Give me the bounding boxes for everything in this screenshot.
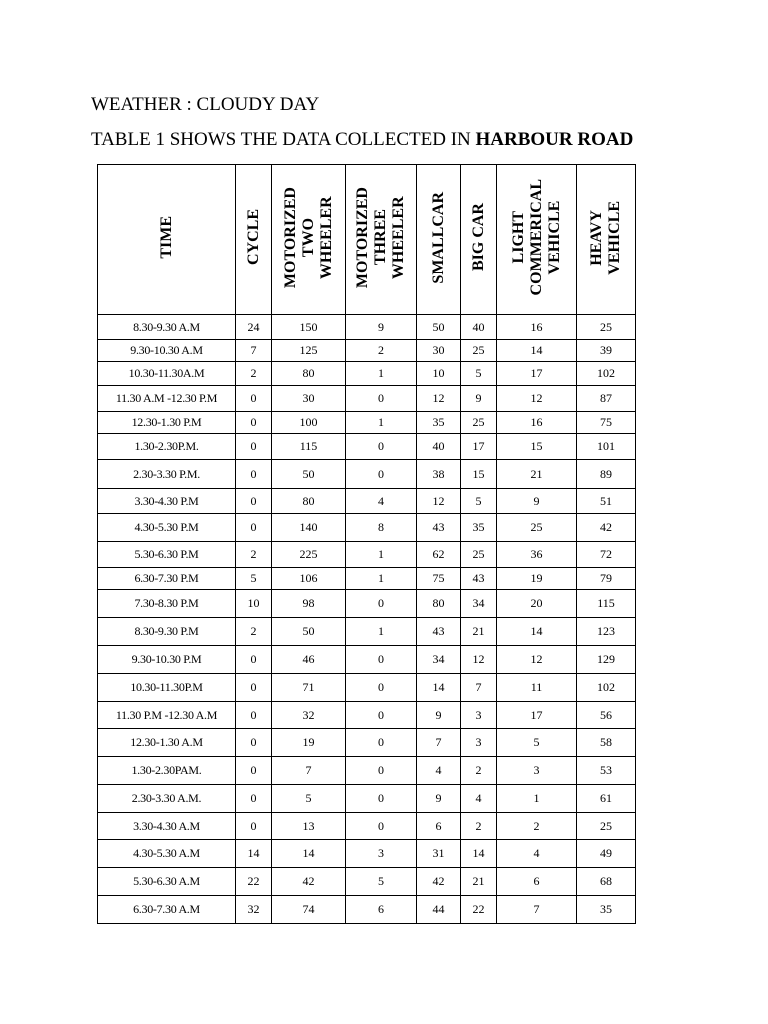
count-cell: 98	[272, 590, 346, 618]
count-cell: 115	[577, 590, 636, 618]
time-cell: 5.30-6.30 P.M	[98, 542, 236, 568]
column-header-line: CYCLE	[244, 209, 262, 266]
count-cell: 25	[577, 315, 636, 340]
column-header-line: VEHICLE	[606, 200, 623, 275]
count-cell: 0	[236, 460, 272, 489]
count-cell: 7	[236, 340, 272, 362]
table-row	[98, 868, 636, 896]
count-cell: 13	[272, 813, 346, 840]
count-cell: 71	[272, 674, 346, 702]
count-cell: 50	[272, 460, 346, 489]
count-cell: 32	[272, 702, 346, 729]
count-cell: 80	[272, 489, 346, 514]
column-header-label	[245, 209, 263, 265]
time-cell: 6.30-7.30 A.M	[98, 896, 236, 924]
count-cell: 2	[236, 618, 272, 646]
count-cell: 5	[346, 868, 417, 896]
count-cell: 106	[272, 568, 346, 590]
count-cell: 12	[417, 386, 461, 412]
count-cell: 0	[236, 813, 272, 840]
column-header	[497, 165, 577, 315]
count-cell: 24	[236, 315, 272, 340]
count-cell: 6	[417, 813, 461, 840]
count-cell: 42	[417, 868, 461, 896]
count-cell: 0	[236, 785, 272, 813]
time-cell: 8.30-9.30 P.M	[98, 618, 236, 646]
count-cell: 102	[577, 674, 636, 702]
count-cell: 19	[497, 568, 577, 590]
time-cell: 4.30-5.30 A.M	[98, 840, 236, 868]
time-cell: 3.30-4.30 P.M	[98, 489, 236, 514]
count-cell: 35	[417, 412, 461, 434]
count-cell: 1	[346, 618, 417, 646]
column-header-line: WHEELER	[317, 196, 335, 279]
count-cell: 3	[461, 702, 497, 729]
count-cell: 12	[461, 646, 497, 674]
count-cell: 74	[272, 896, 346, 924]
count-cell: 22	[236, 868, 272, 896]
count-cell: 75	[417, 568, 461, 590]
table-body	[98, 315, 636, 924]
table-row	[98, 813, 636, 840]
count-cell: 225	[272, 542, 346, 568]
count-cell: 14	[272, 840, 346, 868]
count-cell: 21	[461, 618, 497, 646]
count-cell: 22	[461, 896, 497, 924]
count-cell: 15	[461, 460, 497, 489]
column-header-label	[430, 192, 448, 284]
count-cell: 0	[346, 434, 417, 460]
time-cell: 5.30-6.30 A.M	[98, 868, 236, 896]
table-row	[98, 896, 636, 924]
column-header-line: THREE	[372, 209, 389, 266]
count-cell: 0	[346, 646, 417, 674]
count-cell: 0	[236, 434, 272, 460]
count-cell: 43	[461, 568, 497, 590]
count-cell: 46	[272, 646, 346, 674]
count-cell: 5	[461, 362, 497, 386]
count-cell: 0	[346, 729, 417, 757]
column-header-line: HEAVY	[588, 209, 605, 266]
count-cell: 0	[346, 785, 417, 813]
count-cell: 42	[577, 514, 636, 542]
count-cell: 4	[461, 785, 497, 813]
count-cell: 25	[461, 412, 497, 434]
count-cell: 36	[497, 542, 577, 568]
count-cell: 21	[497, 460, 577, 489]
table-row	[98, 460, 636, 489]
column-header-line: MOTORIZED	[281, 186, 299, 289]
table-caption	[91, 129, 633, 151]
count-cell: 2	[461, 813, 497, 840]
count-cell: 129	[577, 646, 636, 674]
count-cell: 44	[417, 896, 461, 924]
column-header	[236, 165, 272, 315]
count-cell: 6	[346, 896, 417, 924]
table-row	[98, 840, 636, 868]
count-cell: 0	[236, 757, 272, 785]
count-cell: 4	[346, 489, 417, 514]
count-cell: 89	[577, 460, 636, 489]
count-cell: 0	[346, 757, 417, 785]
count-cell: 7	[461, 674, 497, 702]
count-cell: 9	[461, 386, 497, 412]
time-cell: 12.30-1.30 P.M	[98, 412, 236, 434]
table-row	[98, 674, 636, 702]
count-cell: 100	[272, 412, 346, 434]
table-row	[98, 785, 636, 813]
table-row	[98, 729, 636, 757]
count-cell: 53	[577, 757, 636, 785]
time-cell: 2.30-3.30 A.M.	[98, 785, 236, 813]
count-cell: 56	[577, 702, 636, 729]
count-cell: 12	[497, 646, 577, 674]
count-cell: 14	[497, 618, 577, 646]
table-row	[98, 590, 636, 618]
table-row	[98, 618, 636, 646]
column-header-label	[470, 203, 488, 271]
column-header	[461, 165, 497, 315]
table-row	[98, 434, 636, 460]
count-cell: 102	[577, 362, 636, 386]
count-cell: 7	[272, 757, 346, 785]
header-row	[98, 165, 636, 315]
count-cell: 9	[417, 785, 461, 813]
count-cell: 30	[417, 340, 461, 362]
count-cell: 38	[417, 460, 461, 489]
count-cell: 1	[346, 568, 417, 590]
column-header-label	[158, 216, 176, 259]
count-cell: 79	[577, 568, 636, 590]
count-cell: 2	[461, 757, 497, 785]
count-cell: 40	[417, 434, 461, 460]
count-cell: 2	[236, 362, 272, 386]
count-cell: 7	[417, 729, 461, 757]
count-cell: 150	[272, 315, 346, 340]
count-cell: 25	[497, 514, 577, 542]
count-cell: 5	[272, 785, 346, 813]
count-cell: 2	[346, 340, 417, 362]
count-cell: 35	[461, 514, 497, 542]
count-cell: 6	[497, 868, 577, 896]
count-cell: 9	[417, 702, 461, 729]
count-cell: 0	[346, 702, 417, 729]
time-cell: 11.30 A.M -12.30 P.M	[98, 386, 236, 412]
count-cell: 140	[272, 514, 346, 542]
count-cell: 16	[497, 412, 577, 434]
count-cell: 125	[272, 340, 346, 362]
count-cell: 115	[272, 434, 346, 460]
count-cell: 4	[497, 840, 577, 868]
count-cell: 2	[236, 542, 272, 568]
table-row	[98, 514, 636, 542]
count-cell: 1	[346, 542, 417, 568]
count-cell: 25	[461, 542, 497, 568]
column-header-line: TIME	[157, 216, 175, 259]
count-cell: 10	[236, 590, 272, 618]
count-cell: 12	[497, 386, 577, 412]
count-cell: 17	[461, 434, 497, 460]
time-cell: 7.30-8.30 P.M	[98, 590, 236, 618]
table-row	[98, 489, 636, 514]
count-cell: 14	[461, 840, 497, 868]
count-cell: 0	[346, 674, 417, 702]
column-header-label	[282, 187, 336, 288]
count-cell: 5	[236, 568, 272, 590]
column-header	[346, 165, 417, 315]
count-cell: 4	[417, 757, 461, 785]
column-header	[577, 165, 636, 315]
count-cell: 61	[577, 785, 636, 813]
column-header-label	[510, 179, 564, 295]
count-cell: 0	[236, 729, 272, 757]
count-cell: 12	[417, 489, 461, 514]
column-header-line: BIG CAR	[469, 203, 487, 272]
count-cell: 3	[346, 840, 417, 868]
count-cell: 14	[497, 340, 577, 362]
count-cell: 31	[417, 840, 461, 868]
count-cell: 9	[346, 315, 417, 340]
column-header-line: WHEELER	[390, 196, 407, 279]
count-cell: 25	[577, 813, 636, 840]
count-cell: 0	[236, 412, 272, 434]
count-cell: 0	[236, 674, 272, 702]
column-header	[272, 165, 346, 315]
time-cell: 3.30-4.30 A.M	[98, 813, 236, 840]
count-cell: 62	[417, 542, 461, 568]
count-cell: 58	[577, 729, 636, 757]
count-cell: 0	[236, 514, 272, 542]
count-cell: 3	[461, 729, 497, 757]
count-cell: 7	[497, 896, 577, 924]
column-header-line: SMALLCAR	[429, 191, 447, 284]
column-header-line: TWO	[299, 217, 317, 258]
count-cell: 11	[497, 674, 577, 702]
count-cell: 80	[417, 590, 461, 618]
table-row	[98, 568, 636, 590]
caption-road-name: HARBOUR ROAD	[475, 129, 634, 150]
count-cell: 72	[577, 542, 636, 568]
column-header	[417, 165, 461, 315]
count-cell: 0	[346, 460, 417, 489]
caption-prefix: TABLE 1 SHOWS THE DATA COLLECTED IN	[91, 129, 476, 150]
count-cell: 123	[577, 618, 636, 646]
count-cell: 75	[577, 412, 636, 434]
column-header	[98, 165, 236, 315]
count-cell: 0	[236, 386, 272, 412]
count-cell: 34	[461, 590, 497, 618]
time-cell: 10.30-11.30P.M	[98, 674, 236, 702]
column-header-line: COMMERICAL	[527, 179, 545, 296]
count-cell: 14	[236, 840, 272, 868]
table-row	[98, 386, 636, 412]
count-cell: 1	[346, 412, 417, 434]
count-cell: 20	[497, 590, 577, 618]
count-cell: 21	[461, 868, 497, 896]
count-cell: 68	[577, 868, 636, 896]
count-cell: 0	[236, 702, 272, 729]
count-cell: 43	[417, 618, 461, 646]
time-cell: 4.30-5.30 P.M	[98, 514, 236, 542]
count-cell: 1	[497, 785, 577, 813]
count-cell: 5	[461, 489, 497, 514]
time-cell: 1.30-2.30P.M.	[98, 434, 236, 460]
count-cell: 32	[236, 896, 272, 924]
table-row	[98, 315, 636, 340]
count-cell: 0	[236, 489, 272, 514]
count-cell: 51	[577, 489, 636, 514]
count-cell: 35	[577, 896, 636, 924]
time-cell: 9.30-10.30 P.M	[98, 646, 236, 674]
column-header-line: LIGHT	[509, 211, 527, 264]
table-row	[98, 646, 636, 674]
count-cell: 39	[577, 340, 636, 362]
count-cell: 15	[497, 434, 577, 460]
table-row	[98, 702, 636, 729]
count-cell: 43	[417, 514, 461, 542]
column-header-line: VEHICLE	[545, 200, 563, 275]
time-cell: 8.30-9.30 A.M	[98, 315, 236, 340]
column-header-label	[354, 187, 408, 288]
count-cell: 0	[346, 386, 417, 412]
count-cell: 19	[272, 729, 346, 757]
count-cell: 0	[236, 646, 272, 674]
count-cell: 10	[417, 362, 461, 386]
count-cell: 14	[417, 674, 461, 702]
count-cell: 40	[461, 315, 497, 340]
count-cell: 87	[577, 386, 636, 412]
time-cell: 1.30-2.30PAM.	[98, 757, 236, 785]
count-cell: 17	[497, 362, 577, 386]
time-cell: 2.30-3.30 P.M.	[98, 460, 236, 489]
count-cell: 34	[417, 646, 461, 674]
table-row	[98, 340, 636, 362]
time-cell: 9.30-10.30 A.M	[98, 340, 236, 362]
table-row	[98, 362, 636, 386]
time-cell: 11.30 P.M -12.30 A.M	[98, 702, 236, 729]
count-cell: 5	[497, 729, 577, 757]
table-row	[98, 542, 636, 568]
time-cell: 12.30-1.30 A.M	[98, 729, 236, 757]
table-row	[98, 757, 636, 785]
count-cell: 1	[346, 362, 417, 386]
count-cell: 9	[497, 489, 577, 514]
count-cell: 101	[577, 434, 636, 460]
count-cell: 25	[461, 340, 497, 362]
count-cell: 2	[497, 813, 577, 840]
count-cell: 30	[272, 386, 346, 412]
count-cell: 50	[272, 618, 346, 646]
count-cell: 0	[346, 813, 417, 840]
weather-label: WEATHER : CLOUDY DAY	[91, 94, 320, 115]
count-cell: 17	[497, 702, 577, 729]
count-cell: 8	[346, 514, 417, 542]
time-cell: 6.30-7.30 P.M	[98, 568, 236, 590]
count-cell: 50	[417, 315, 461, 340]
traffic-count-table	[97, 164, 636, 924]
count-cell: 42	[272, 868, 346, 896]
count-cell: 49	[577, 840, 636, 868]
column-header-line: MOTORIZED	[354, 186, 371, 289]
count-cell: 3	[497, 757, 577, 785]
count-cell: 16	[497, 315, 577, 340]
table-row	[98, 412, 636, 434]
count-cell: 80	[272, 362, 346, 386]
count-cell: 0	[346, 590, 417, 618]
column-header-label	[588, 201, 624, 275]
time-cell: 10.30-11.30A.M	[98, 362, 236, 386]
